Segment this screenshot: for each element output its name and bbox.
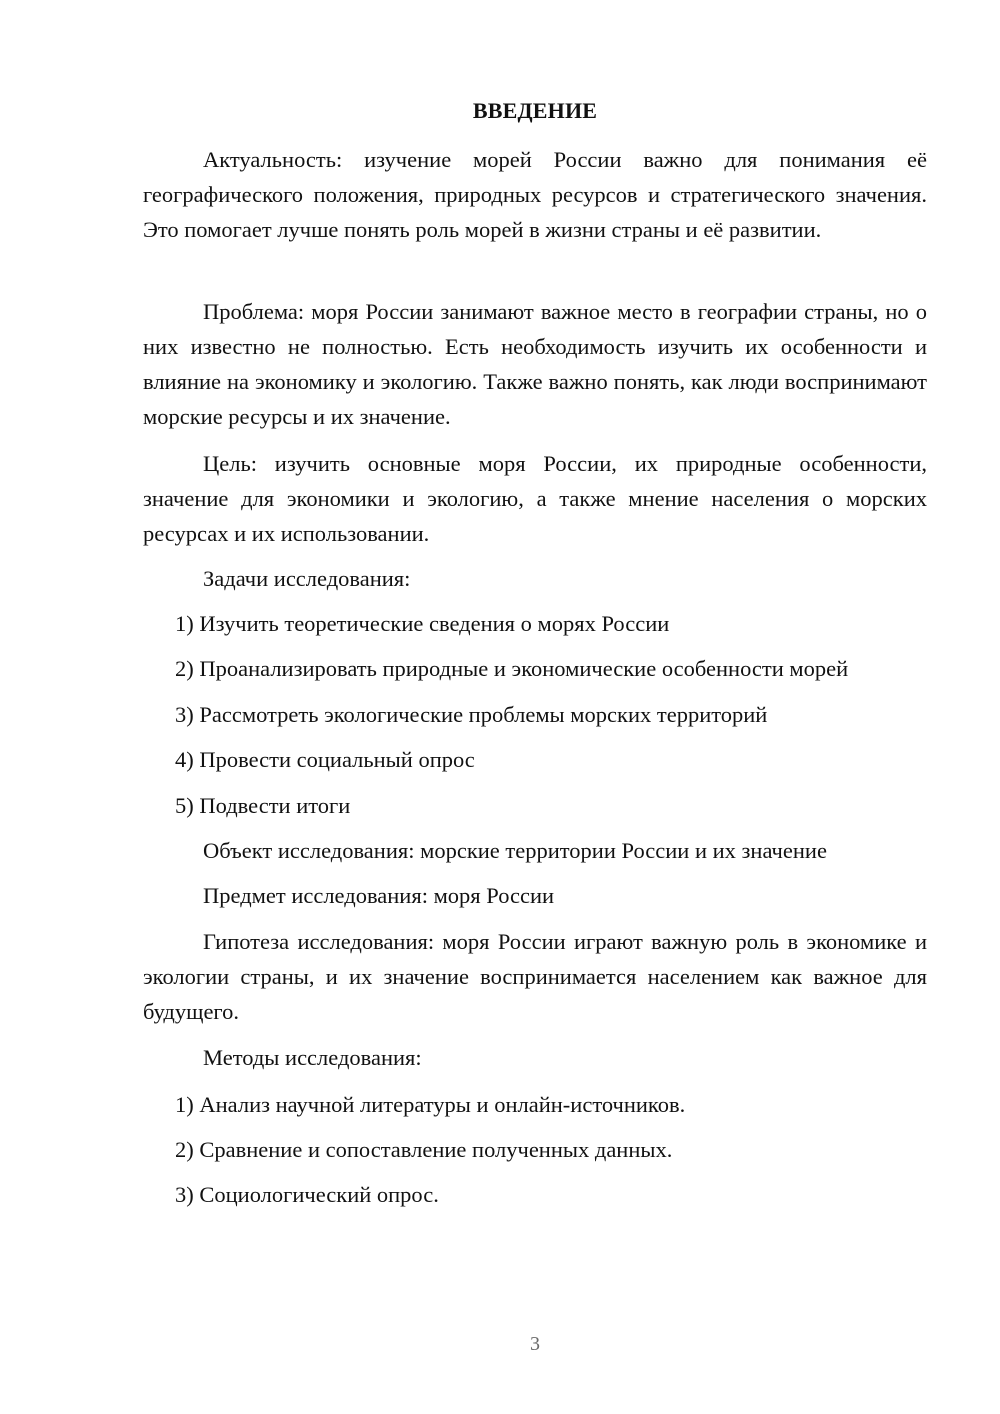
task-item: 3) Рассмотреть экологические проблемы морских территорий [175,702,768,727]
methods-heading: Методы исследования: [203,1045,422,1070]
method-item: 1) Анализ научной литературы и онлайн-источников. [175,1092,686,1117]
tasks-heading: Задачи исследования: [203,566,411,591]
task-item: 2) Проанализировать природные и экономические особенности морей [175,656,849,681]
task-item: 5) Подвести итоги [175,793,351,818]
page-number: 3 [530,1333,540,1355]
problem-paragraph: Проблема: моря России занимают важное место в географии страны, но о них известно не полностью. Есть необходимость изучить их особенности и влияние на экономику и экологию. Также важно понять, как люди воспринимают морские ресурсы и их значение. [143,299,927,429]
task-item: 1) Изучить теоретические сведения о морях России [175,611,670,636]
hypothesis-paragraph: Гипотеза исследования: моря России играют важную роль в экономике и экологии страны, и их значение воспринимается населением как важное для будущего. [143,929,927,1024]
document-page [143,0,927,1414]
task-item: 4) Провести социальный опрос [175,747,475,772]
object-line: Объект исследования: морские территории России и их значение [203,838,827,863]
page-title: ВВЕДЕНИЕ [472,98,598,123]
subject-line: Предмет исследования: моря России [203,883,555,908]
method-item: 3) Социологический опрос. [175,1182,439,1207]
method-item: 2) Сравнение и сопоставление полученных данных. [175,1137,673,1162]
relevance-paragraph: Актуальность: изучение морей России важно для понимания её географического положения, природных ресурсов и стратегического значения. Это помогает лучше понять роль морей в жизни страны и её развитии. [143,147,927,242]
goal-paragraph: Цель: изучить основные моря России, их природные особенности, значение для экономики и экологию, а также мнение населения о морских ресурсах и их использовании. [143,451,927,546]
